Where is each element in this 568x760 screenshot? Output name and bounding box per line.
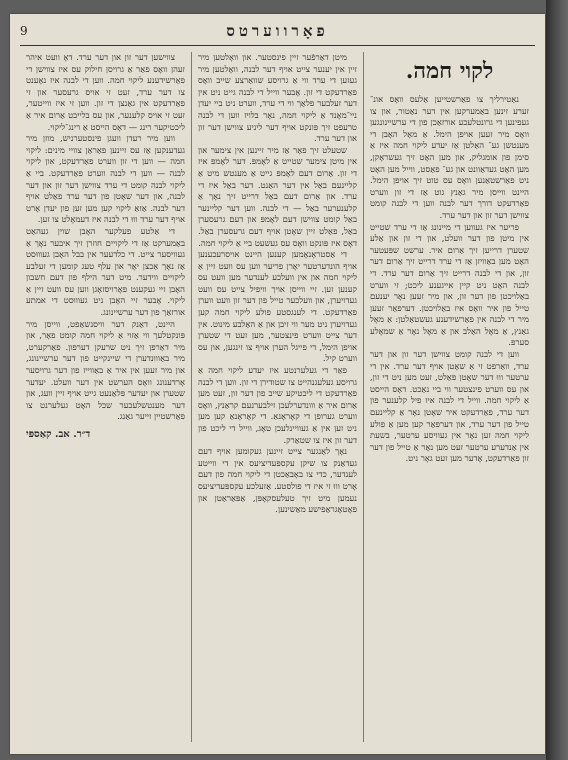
page-header — [20, 22, 535, 44]
book-binding — [546, 0, 568, 760]
author-signature: ד״ר. אב. קאַספּי — [26, 429, 91, 440]
paragraph: ווען מיר רעדן וועגן פינסטערניש, מוזן מיר געדענקען אַז עס זיינען פאַראַן צוויי מינים: ליקוי חמה — ווען די זון ווערט פאַרדעקט, און ליקוי לבנה — ווען די לבנה ווערט פאַרדעקט. ביי אַ ליקוי לבנה קומט די ערד צווישן דער זון און דער לבנה, און דער שאָטן פון דער ערד פאַלט אויף דער לבנה. אַזאַ ליקוי קען מען זען פון יעדן אָרט אויף דער ערד וווּ די לבנה איז דעמאָלט צו זען. — [26, 133, 185, 225]
column-right — [364, 52, 535, 742]
text-columns — [20, 52, 535, 742]
paragraph: נאַטירליך צו פאַרשטייען אַלעס וואָס אונ־ זערע זינען באַמערקען אין דער נאַטור, און צו געפינען די גרונטלעכע אורזאַכן פון די ערשיינונגען וואָס מיר זעען אויפן הימל. אַ מאָל האָבן די מענטשן גע־ האַלטן אַז יעדע ליקוי חמה איז אַ סימן פון אומגליק, און מען האָט זיך געשראָקן, מען האָט געדאַוונט און גע־ פאַסט, ווייל מען האָט ניט פאַרשטאַנען וואָס עס טוט זיך אויפן הימל. היינט ווייסן מיר גאַנץ גוט אַז די זון ווערט פאַרדעקט דורך דער לבנה ווען די לבנה קומט צווישן דער זון און דער ערד. — [370, 94, 529, 220]
paragraph: ווען די לבנה קומט צווישן דער זון און דער ערד, וואַרפט זי אַ שאָטן אויף דער ערד. אין די ערטער וווּ דער שאָטן פאַלט, זעט מען ניט די זון, און עס ווערט פינצטער ווי ביי נאַכט. דאָס הייסט אַ ליקוי חמה. ווייל די לבנה איז פיל קלענער פון דער ערד, פאַרדעקט איר שאָטן נאָר אַ קליינעם טייל פון דער ערד, און דערפאַר קען מען אַ פולע ליקוי חמה זען נאָר אין געוויסע ערטער, בשעת אין אַנדערע ערטער זעט מען נאָר אַ טייל פון דער זון פאַרדעקט, אָדער מען זעט גאָר ניט. — [370, 349, 529, 464]
paragraph: צווישען דער זון און דער ערד. דאָ וועט איהר זעהן וואָס פאַר אַ גרויסן חילוק עס איז צווישן די פאַרשידענע ליקוי חמה. ווען די לבנה איז נאָענט צו דער ערד, זעט זי אויס גרעסער און זי פאַרדעקט אין גאַנצן די זון. ווען זי איז ווייטער, זעט זי אויס קלענער, און עס בלייבט אַרום איר אַ ליכטיקער רינג — דאָס הייסט אַ רינג־ליקוי. — [26, 52, 185, 132]
page-number: 9 — [20, 24, 28, 38]
column-middle — [192, 52, 364, 742]
paragraph: היינט, דאַנק דער וויסנשאַפט, ווייסן מיר פּונקטלעך ווי אַזוי אַ ליקוי חמה קומט פאָר, און מיר דאַרפן זיך ניט שרעקן דערפון. פאַרקערט, מיר באַוווּנדערן די שיינקייט פון דער ערשיינונג, און מיר זעען אין איר אַ באַווייז פון דער גרויסער אָרדענונג וואָס הערשט אין דער וועלט. יעדער שטערן און יעדער פּלאַנעט גייט אויף זיין וועג, און דער מענטשלעכער שכל האָט געלערנט צו פאַרשטיין זייער גאַנג. — [26, 318, 185, 422]
paragraph: פריער איז געווען די מיינונג אַז די ערד שטייט אין מיטן פון דער וועלט, און די זון און אַלע שטערן דרייען זיך אַרום איר. ערשט שפּעטער האָט מען באַוויזן אַז די ערד דרייט זיך אַרום דער זון, און די לבנה דרייט זיך אַרום דער ערד. די לבנה האָט ניט קיין אייגענע ליכט; זי ווערט באַלויכטן פון דער זון, און מיר זעען נאָר יענעם טייל פון איר וואָס איז באַלויכטן. דערפאַר זעען מיר די לבנה אין פאַרשידענע געשטאַלטן: אַ מאָל גאַנץ, אַ מאָל האַלב און אַ מאָל נאָר אַ שמאָלע סערפּ. — [370, 221, 529, 348]
header-rule — [20, 45, 535, 46]
paragraph: מיטן דאַרפֿער זיין פינסטער. און וואָלטען מיר זיין אין יענער צייט אויף דער לבנה, וואָלטען מיר געזען די ערד ווי אַ גרויסע שוואַרצע שייב וואָס פאַרדעקט די זון. אָבער ווייל די לבנה גייט ניט אין דער זעלבער פלאַך ווי די ערד, ווערט ניט ביי יעדן ניי־מאָנד אַ ליקוי חמה, נאָר בלויז ווען די לבנה טרעפט זיך פּונקט אויף דער ליניע צווישן דער זון און דער ערד. — [198, 52, 357, 144]
column-left — [20, 52, 192, 742]
paragraph: שטעלט זיך פאָר אַז מיר זיינען אין צימער און אין מיטן צימער שטייט אַ לאָמפּ. דער לאָמפּ איז די זון. אַרום דעם לאָמפּ גייט אַ מענטש מיט אַ קליינעם באַל אין דער האַנט. דער באַל איז די ערד. און אַרום דעם באַל דרייט זיך נאָך אַ קלענערער באַל — די לבנה. ווען דער קליינער באַל קומט צווישן דעם לאָמפּ און דעם גרעסערן באַל, פאַלט זיין שאָטן אויף דעם גרעסערן באַל. דאָס איז פּונקט וואָס עס געשעט ביי אַ ליקוי חמה. — [198, 144, 357, 248]
article-title: לקוי חמה. — [405, 58, 494, 84]
document-page — [10, 14, 545, 754]
paragraph: די אַלטע פעלקער האָבן שוין געהאַט באַמערקט אַז די ליקויים חוזרן זיך איבער נאָך אַ געוויסער צייט. די כלדעער אין בבל האָבן געוווּסט אַז נאָך אַכצן יאָר און עלף טעג קומען די זעלבע ליקויים ווידער. מיט דער הילף פון דעם חשבון האָבן זיי געקענט פאָרויסזאָגן ווען עס וועט זיין אַ ליקוי. אָבער זיי האָבן ניט געוווּסט די אמתע אורזאַך פון דער ערשיינונג. — [26, 225, 185, 318]
journal-title: פאָרווערטס — [226, 22, 329, 40]
paragraph: פאַר די געלערנטע איז יעדע ליקוי חמה אַ גרויסע געלעגנהייט צו שטודירן די זון. ווען די לבנה פאַרדעקט די ליכטיקע שייב פון דער זון, זעט מען אַרום איר אַ ווונדערלעכן זילבערנעם קראַנץ, וואָס ווערט גערופן די קאָראָנאַ. די קאָראָנאַ קען מען ניט זען אין אַ געוויינלעכן טאָג, ווייל די ליכט פון דער זון איז צו שטאַרק. — [198, 365, 357, 445]
paragraph: די אַסטראָנאָמען קענען היינט אויסרעכענען אויף הונדערטער יאָרן פריער ווען עס וועט זיין אַ ליקוי חמה און אין וועלכע לענדער מען וועט עס קענען זען. זיי ווייסן אויך וויפיל צייט עס וועט געדויערן, און וועלכער טייל פון דער זון וועט ווערן פאַרדעקט. די לענגסטע פולע ליקוי חמה קען געדויערן ניט מער ווי זיבן און אַ האַלבע מינוט. אין דער צייט ווערט פינצטער, מען זעט די שטערן אויפן הימל, די פייגל הערן אויף צו זינגען, און עס ווערט קיל. — [198, 249, 357, 364]
paragraph: נאָך לאַנגער צייט זיינען געקומען אויף דעם געדאַנק צו שיקן עקספּעדיציעס אין די ווייטע לענדער, כדי צו באָבאַכטן די ליקוי חמה פון דעם אָרט וווּ זי איז די פולסטע. אַזעלכע עקספּעדיציעס נעמען מיט זיך טעלעסקאָפּן, אַפּאַראַטן און פאָטאָגראַפישע מאַשינען. — [198, 446, 357, 515]
